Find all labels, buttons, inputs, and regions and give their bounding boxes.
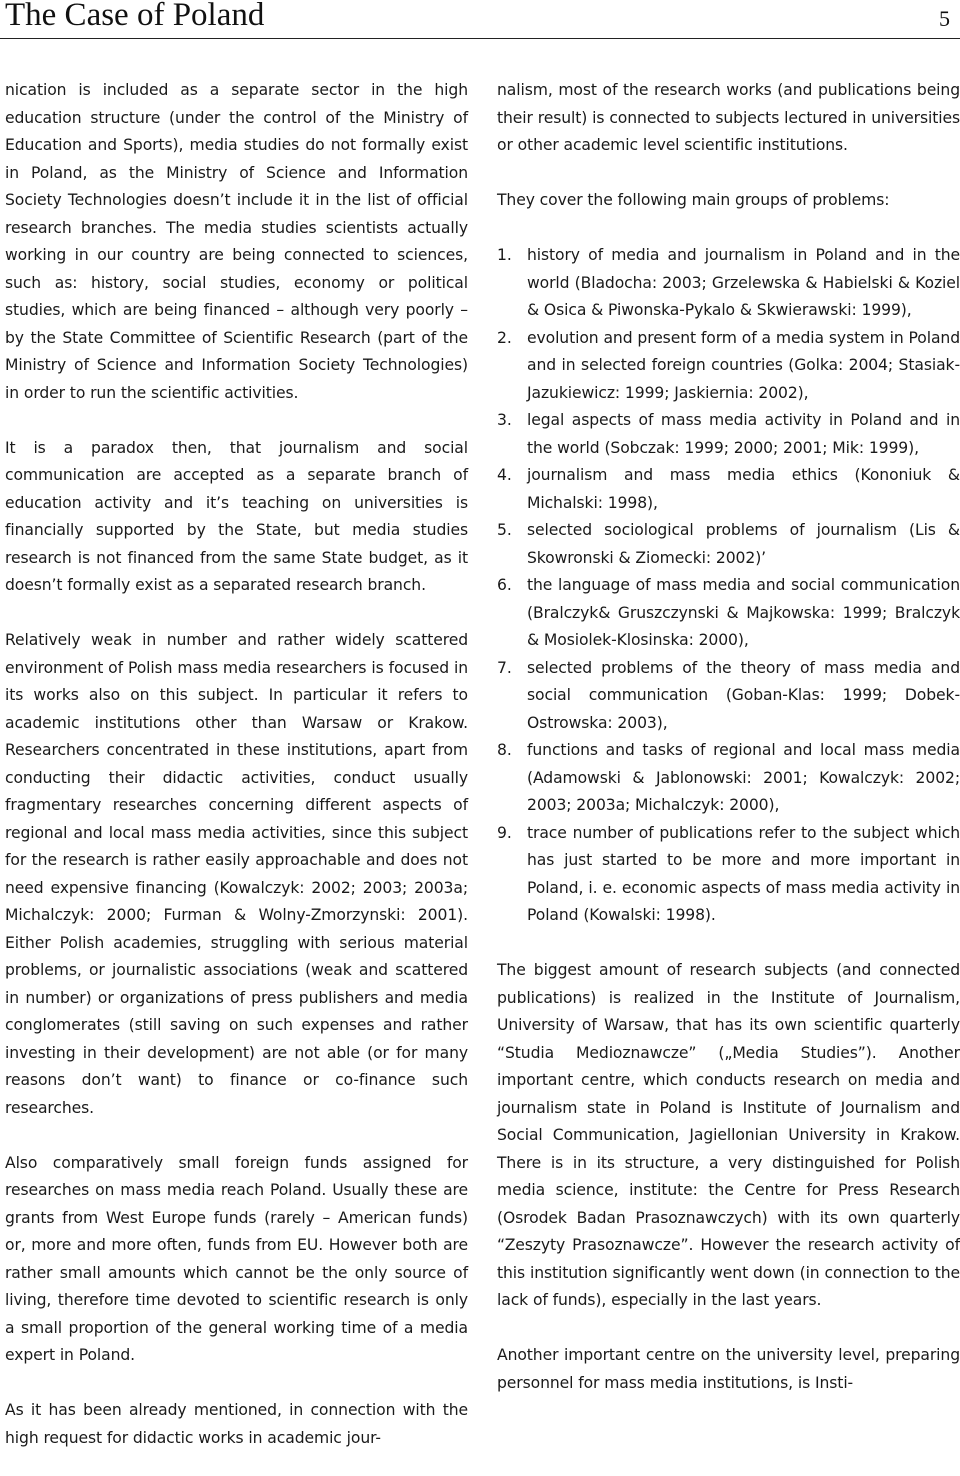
topics-intro: They cover the following main groups of problems:: [497, 191, 890, 209]
list-item-text: selected sociological problems of journalism (Lis & Skowronski & Ziomecki: 2002)’: [527, 521, 960, 567]
left-paragraph-4: Also comparatively small foreign funds assigned for researches on mass media reach Poland. Usually these are grants from West Europe funds (rarely – American funds) or, more and more often, funds from EU. However both are rather small amounts which cannot be the only source of living, therefore time devoted to scientific research is only a small proportion of the general working time of a media expert in Poland.: [5, 1153, 468, 1364]
list-item: [497, 820, 960, 930]
list-item-number: 3.: [497, 411, 512, 429]
topics-list: [497, 242, 960, 930]
list-item-number: 6.: [497, 576, 512, 594]
left-paragraph-2: It is a paradox then, that journalism and social communication are accepted as a separate branch of education activity and it’s teaching on universities is financially supported by the State, but media studies research is not financed from the same State budget, as it doesn’t formally exist as a separated research branch.: [5, 438, 468, 594]
right-paragraph-3: Another important centre on the university level, preparing personnel for mass media institutions, is Insti-: [497, 1346, 960, 1392]
list-item: [497, 242, 960, 325]
left-paragraph-5: As it has been already mentioned, in connection with the high request for didactic works in academic jour-: [5, 1401, 468, 1447]
list-item-text: trace number of publications refer to the subject which has just started to be more and more important in Poland, i. e. economic aspects of mass media activity in Poland (Kowalski: 1998).: [527, 823, 960, 924]
list-item-number: 2.: [497, 328, 512, 347]
list-item-text: the language of mass media and social communication (Bralczyk& Gruszczynski & Majkowska: 1999; Bralczyk & Mosiolek-Klosinska: 2000),: [527, 576, 960, 649]
list-item: [497, 517, 960, 572]
list-item-number: 9.: [497, 823, 512, 842]
page-header: [0, 0, 960, 39]
list-item-text: journalism and mass media ethics (Kononiuk & Michalski: 1998),: [527, 466, 960, 512]
list-item-number: 7.: [497, 658, 512, 677]
running-title: The Case of Poland: [5, 0, 265, 33]
list-item-text: evolution and present form of a media system in Poland and in selected foreign countries (Golka: 2004; Stasiak-Jazukiewicz: 1999; Jaskiernia: 2002),: [527, 328, 960, 402]
list-item-number: 8.: [497, 741, 512, 759]
right-column: [497, 77, 960, 1397]
list-item-text: selected problems of the theory of mass media and social communication (Goban-Klas: 1999; Dobek-Ostrowska: 2003),: [527, 658, 960, 732]
right-paragraph-1: nalism, most of the research works (and publications being their result) is connected to subjects lectured in universities or other academic level scientific institutions.: [497, 81, 960, 154]
list-item-number: 5.: [497, 521, 512, 539]
left-paragraph-3: Relatively weak in number and rather widely scattered environment of Polish mass media researchers is focused in its works also on this subject. In particular it refers to academic institutions other than Warsaw or Krakow. Researchers concentrated in these institutions, apart from conducting their didactic activities, conduct usually fragmentary researches concerning different aspects of regional and local mass media activities, since this subject for the research is rather easily approachable and does not need expensive financing (Kowalczyk: 2002; 2003; 2003a; Michalczyk: 2000; Furman & Wolny-Zmorzynski: 2001). Either Polish academies, struggling with serious material problems, or journalistic associations (weak and scattered in number) or organizations of press publishers and media conglomerates (still saving on such expenses and rather investing in their development) are not able (or for many reasons don’t want) to finance or co-finance such researches.: [5, 631, 468, 1117]
list-item: [497, 325, 960, 408]
list-item-text: functions and tasks of regional and local mass media (Adamowski & Jablonowski: 2001; Kowalczyk: 2002; 2003; 2003a; Michalczyk: 2000),: [527, 741, 960, 814]
list-item: [497, 407, 960, 462]
left-paragraph-1: nication is included as a separate sector in the high education structure (under the control of the Ministry of Education and Sports), media studies do not formally exist in Poland, as the Ministry of Science and Information Society Technologies doesn’t include it in the list of official research branches. The media studies scientists actually working in our country are being connected to sciences, such as: history, social studies, economy or political studies, which are being financed – although very poorly – by the State Committee of Scientific Research (part of the Ministry of Science and Information Society Technologies) in order to run the scientific activities.: [5, 81, 468, 402]
list-item-number: 1.: [497, 246, 512, 264]
list-item-number: 4.: [497, 466, 512, 484]
list-item: [497, 462, 960, 517]
page-number: 5: [939, 6, 950, 31]
list-item: [497, 737, 960, 820]
list-item-text: history of media and journalism in Poland and in the world (Bladocha: 2003; Grzelewska & Habielski & Koziel & Osica & Piwonska-Pykalo & Skwierawski: 1999),: [527, 246, 960, 319]
list-item: [497, 572, 960, 655]
right-paragraph-2: The biggest amount of research subjects (and connected publications) is realized in the Institute of Journalism, University of Warsaw, that has its own scientific quarterly “Studia Medioznawcze” („Media Studies”). Another important centre, which conducts research on media and journalism state in Poland is Institute of Journalism and Social Communication, Jagiellonian University in Krakow. There is in its structure, a very distinguished for Polish media science, institute: the Centre for Press Research (Osrodek Badan Prasoznawczych) with its own quarterly “Zeszyty Prasoznawcze”. However the research activity of this institution significantly went down (in connection to the lack of funds), especially in the last years.: [497, 961, 960, 1309]
list-item: [497, 655, 960, 738]
list-item-text: legal aspects of mass media activity in Poland and in the world (Sobczak: 1999; 2000; 2001; Mik: 1999),: [527, 411, 960, 457]
left-column: [5, 77, 468, 1452]
